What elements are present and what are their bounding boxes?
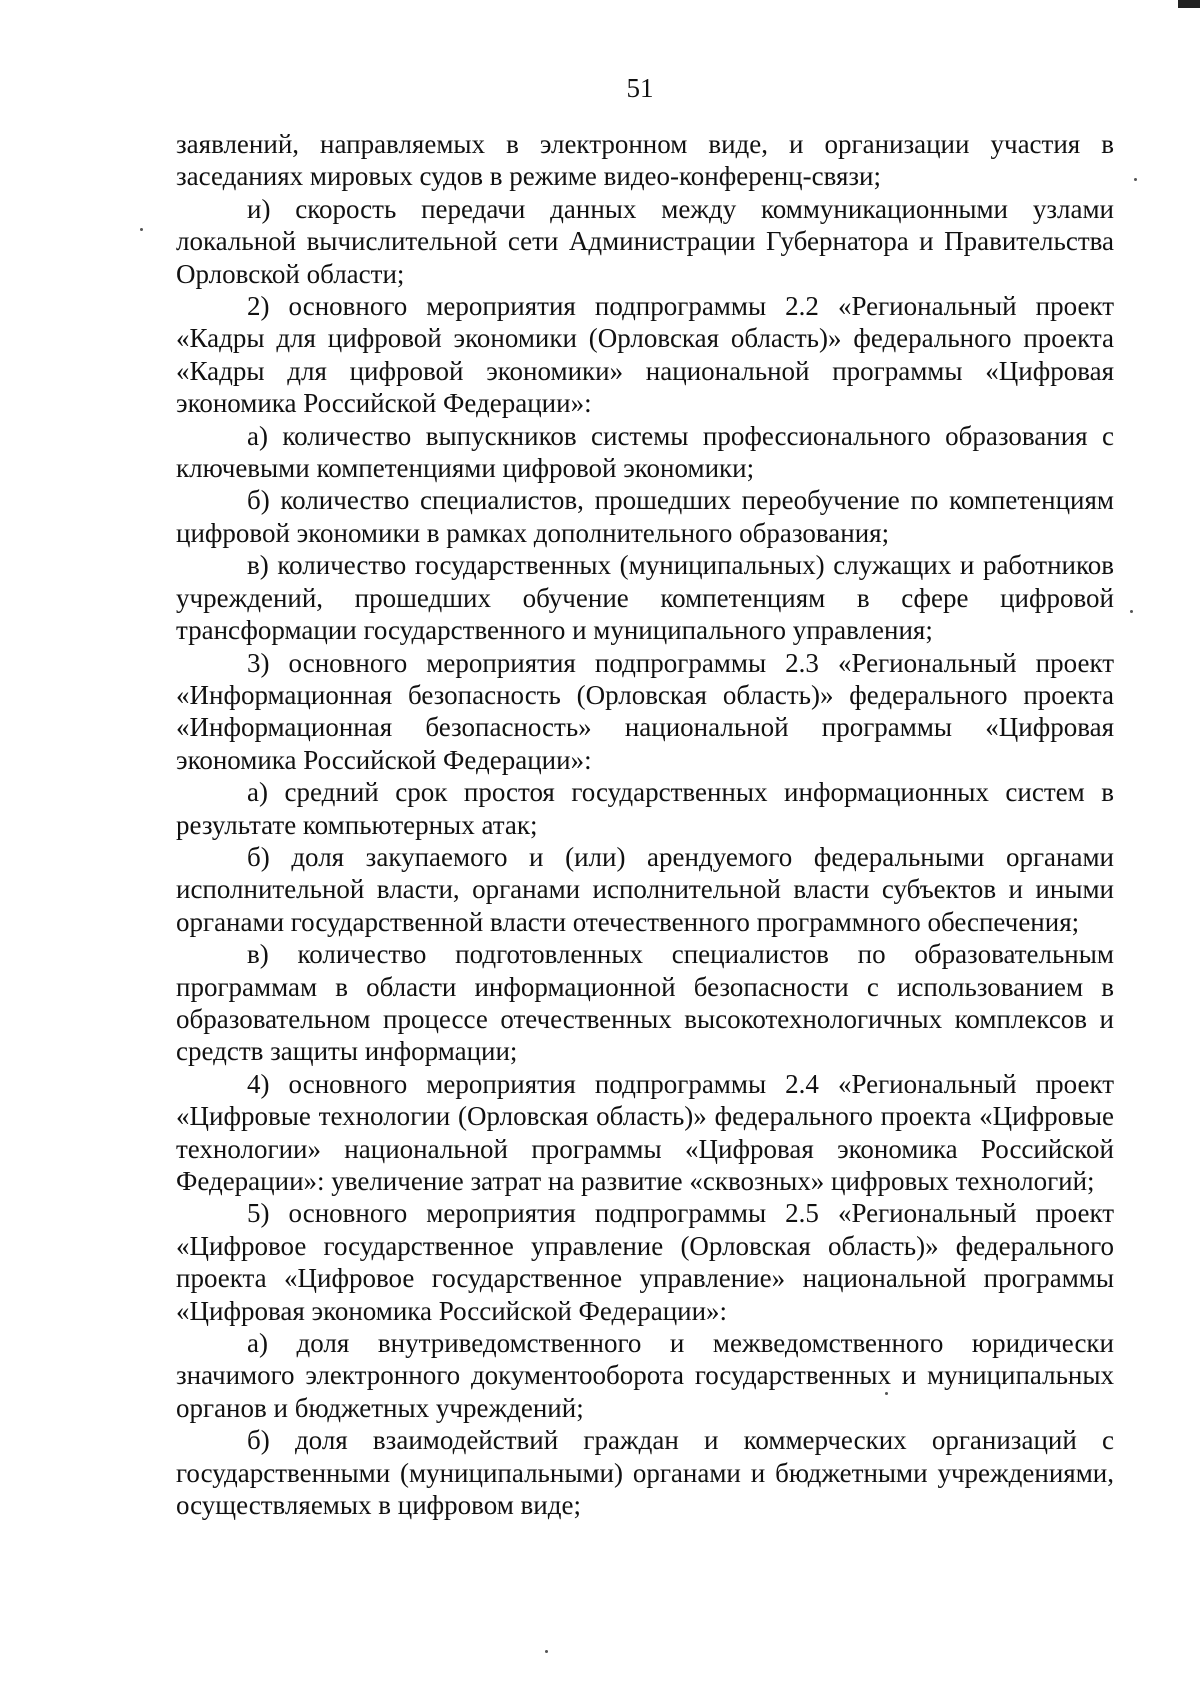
- document-body: [176, 128, 1114, 1521]
- paragraph-item-i: и) скорость передачи данных между коммуникационными узлами локальной вычислительной сети Администрации Губернатора и Правительства Орловской области;: [176, 193, 1114, 289]
- paragraph-item-3v: в) количество подготовленных специалистов по образовательным программам в области информационной безопасности с использованием в образовательном процессе отечественных высокотехнологичных комплексов и средств защиты информации;: [176, 939, 1114, 1067]
- paragraph-item-2v: в) количество государственных (муниципальных) служащих и работников учреждений, прошедших обучение компетенциям в сфере цифровой трансформации государственного и муниципального управления;: [176, 550, 1114, 646]
- paragraph-item-2b: б) количество специалистов, прошедших переобучение по компетенциям цифровой экономики в рамках дополнительного образования;: [176, 485, 1114, 548]
- paragraph-item-2a: а) количество выпускников системы профессионального образования с ключевыми компетенциями цифровой экономики;: [176, 420, 1114, 484]
- scan-speck: [1134, 178, 1137, 181]
- scan-speck: [1130, 610, 1133, 613]
- paragraph-item-5: 5) основного мероприятия подпрограммы 2.5 «Региональный проект «Цифровое государственное управление (Орловская область)» федерального проекта «Цифровое государственное управление» национальной программы «Цифровая экономика Российской Федерации»:: [176, 1198, 1114, 1326]
- paragraph-item-2: 2) основного мероприятия подпрограммы 2.2 «Региональный проект «Кадры для цифровой экономики (Орловская область)» федерального проекта «Кадры для цифровой экономики» национальной программы «Цифровая экономика Российской Федерации»:: [176, 291, 1114, 419]
- paragraph-continuation: заявлений, направляемых в электронном виде, и организации участия в заседаниях мировых судов в режиме видео-конференц-связи;: [176, 129, 1114, 192]
- paragraph-item-5a: а) доля внутриведомственного и межведомственного юридически значимого электронного документооборота государственных и муниципальных органов и бюджетных учреждений;: [176, 1328, 1114, 1423]
- scan-speck: [885, 1392, 888, 1395]
- paragraph-item-3a: а) средний срок простоя государственных информационных систем в результате компьютерных атак;: [176, 777, 1114, 840]
- paragraph-item-3: 3) основного мероприятия подпрограммы 2.3 «Региональный проект «Информационная безопасность (Орловская область)» федерального проекта «Информационная безопасность» национальной программы «Цифровая экономика Российской Федерации»:: [176, 647, 1114, 775]
- scan-speck: [545, 1650, 548, 1653]
- page-number: 51: [626, 73, 654, 103]
- paragraph-item-3b: б) доля закупаемого и (или) арендуемого федеральными органами исполнительной власти, органами исполнительной власти субъектов и иными органами государственной власти отечественного программного обеспечения;: [176, 841, 1114, 937]
- paragraph-item-5b: б) доля взаимодействий граждан и коммерческих организаций с государственными (муниципальными) органами и бюджетными учреждениями, осуществляемых в цифровом виде;: [176, 1425, 1114, 1521]
- paragraph-item-4: 4) основного мероприятия подпрограммы 2.4 «Региональный проект «Цифровые технологии (Орловская область)» федерального проекта «Цифровые технологии» национальной программы «Цифровая экономика Российской Федерации»: увеличение затрат на развитие «сквозных» цифровых технологий;: [176, 1068, 1114, 1196]
- scan-corner-mark: [1178, 0, 1200, 8]
- scan-speck: [140, 228, 143, 231]
